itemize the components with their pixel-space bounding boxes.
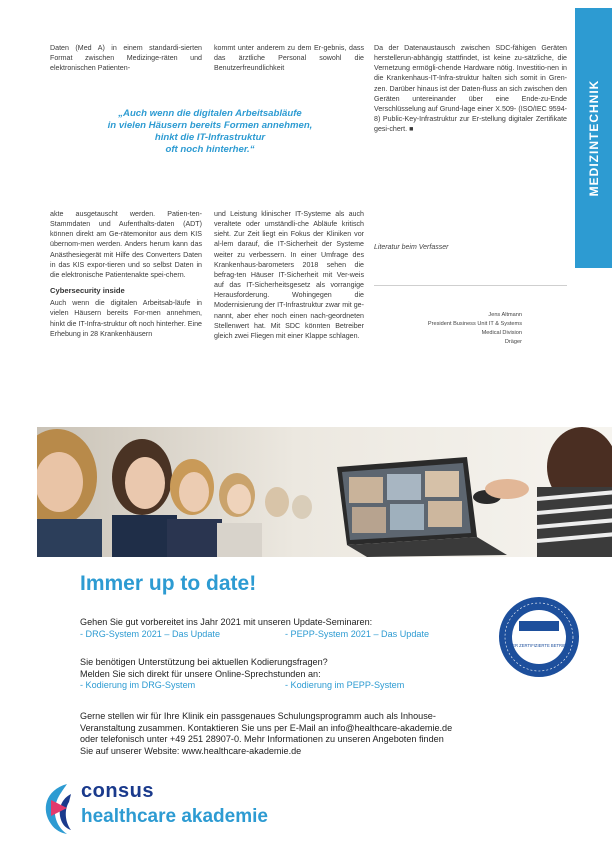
consult-pepp: - Kodierung im PEPP-System: [285, 680, 405, 691]
column-1-top: Daten (Med A) in einem standardi-sierten Format zwischen Medizinge-räten und elektronischen Patienten-: [50, 44, 202, 73]
section-tab: MEDIZINTECHNIK: [575, 8, 612, 268]
certification-seal-icon: [497, 595, 581, 679]
ad-headline: Immer up to date!: [80, 572, 257, 595]
consus-logo: consus healthcare akademie: [37, 780, 287, 840]
consult-drg: - Kodierung im DRG-System: [80, 680, 196, 691]
ad-body: Gerne stellen wir für Ihre Klinik ein passgenaues Schulungsprogramm auch als Inhouse- Veranstaltung zusammen. Kontaktieren Sie uns per E-Mail an info@healthcare-akademie.de oder telefonisch unter +49 251 28907-0. Mehr Informationen zu unseren Angeboten finden Sie auf unserer Website: www.healthcare-akademie.de: [80, 711, 453, 757]
seminar-drg: - DRG-System 2021 – Das Update: [80, 628, 220, 639]
seminar-photo: [37, 427, 612, 557]
column-2-top: kommt unter anderem zu dem Er-gebnis, dass das ärztliche Personal sowohl die Benutzerfreundlichkeit: [214, 44, 364, 73]
pull-quote: „Auch wenn die digitalen Arbeitsabläufe in vielen Häusern bereits Formen annehmen, hinkt die IT-Infrastruktur oft noch hinterher.“: [107, 108, 313, 155]
ad-consultation: Sie benötigen Unterstützung bei aktuellen Kodierungsfragen? Melden Sie sich direkt für unsere Online-Sprechstunden an: - Kodierung im DRG-System - Kodierung im PEPP-System: [80, 657, 405, 691]
literature-note: Literatur beim Verfasser: [374, 244, 449, 251]
column-1: akte ausgetauscht werden. Patien-ten-Stammdaten und Aufenthalts-daten (ADT) können direkt am Ge-rätemonitor aus dem KIS übernom-men werden. Anders herum kann das Anästhesiegerät mit Hilfe des Converters Daten in das KIS expor-tieren und so selbst Daten in die elektronische Patientenakte spei-chern. Cybersecurity inside Auch wenn die digitalen Arbeitsab-läufe in vielen Häusern bereits For-men annehmen, hinkt die IT-Infra-struktur oft noch hinterher. Eine Erhebung in 28 Krankenhäusern: [50, 210, 202, 338]
author-block: Jens Altmann President Business Unit IT & Systems Medical Division Dräger: [427, 312, 522, 345]
seminar-list: [80, 629, 429, 641]
seminar-pepp: - PEPP-System 2021 – Das Update: [285, 628, 430, 639]
logo-mark-icon: [37, 780, 77, 836]
subheading: Cybersecurity inside: [50, 286, 125, 296]
consultation-list: [80, 680, 404, 692]
ad-intro: Gehen Sie gut vorbereitet ins Jahr 2021 mit unseren Update-Seminaren: - DRG-System 2021 – Das Update - PEPP-System 2021 – Das Update: [80, 617, 430, 639]
column-3: Da der Datenaustausch zwischen SDC-fähigen Geräten herstellerun-abhängig stattfindet, ist keine zu-sätzliche, die Vernetzung ermögli-chende Hardware nötig. Investitio-nen in die Krankenhaus-IT-Infra-struktur halten sich somit in Gren-zen. Darüber hinaus ist der Daten-fluss an sich zwischen den Geräten untereinander über eine Ende-zu-Ende Verschlüsselung auf Grund-lage einer X.509- (ISO/IEC 9594-8) Public-Key-Infrastruktur zur Er-stellung digitaler Zertifikate gesi-chert. ■: [374, 44, 567, 134]
divider: [374, 285, 567, 286]
column-2: und Leistung klinischer IT-Systeme als auch veraltete oder umständli-che Abläufe kritisch sieht. Zur Zeit liegt ein Fokus der Kliniken vor al-lem darauf, die IT-Sicherheit der Systeme weiter zu verbessern. In einer Umfrage des Krankenhaus-barometers 2018 sehen die befrag-ten Häuser IT-Sicherheit mit Ver-weis auf das IT-Sicherheitsgesetz als vorrangige Herausforderung. Wohingegen die Modernisierung der IT-Infrastruktur zwar mit ge-nannt, aber eher noch einen nach-geordneten Stellenwert hat. Mit SDC könnten Betreiber gleich zwei Fliegen mit einer Klappe schlagen.: [214, 210, 364, 340]
svg-text:DER ZERTIFIZIERTE BETRIEB: DER ZERTIFIZIERTE BETRIEB: [509, 643, 569, 648]
